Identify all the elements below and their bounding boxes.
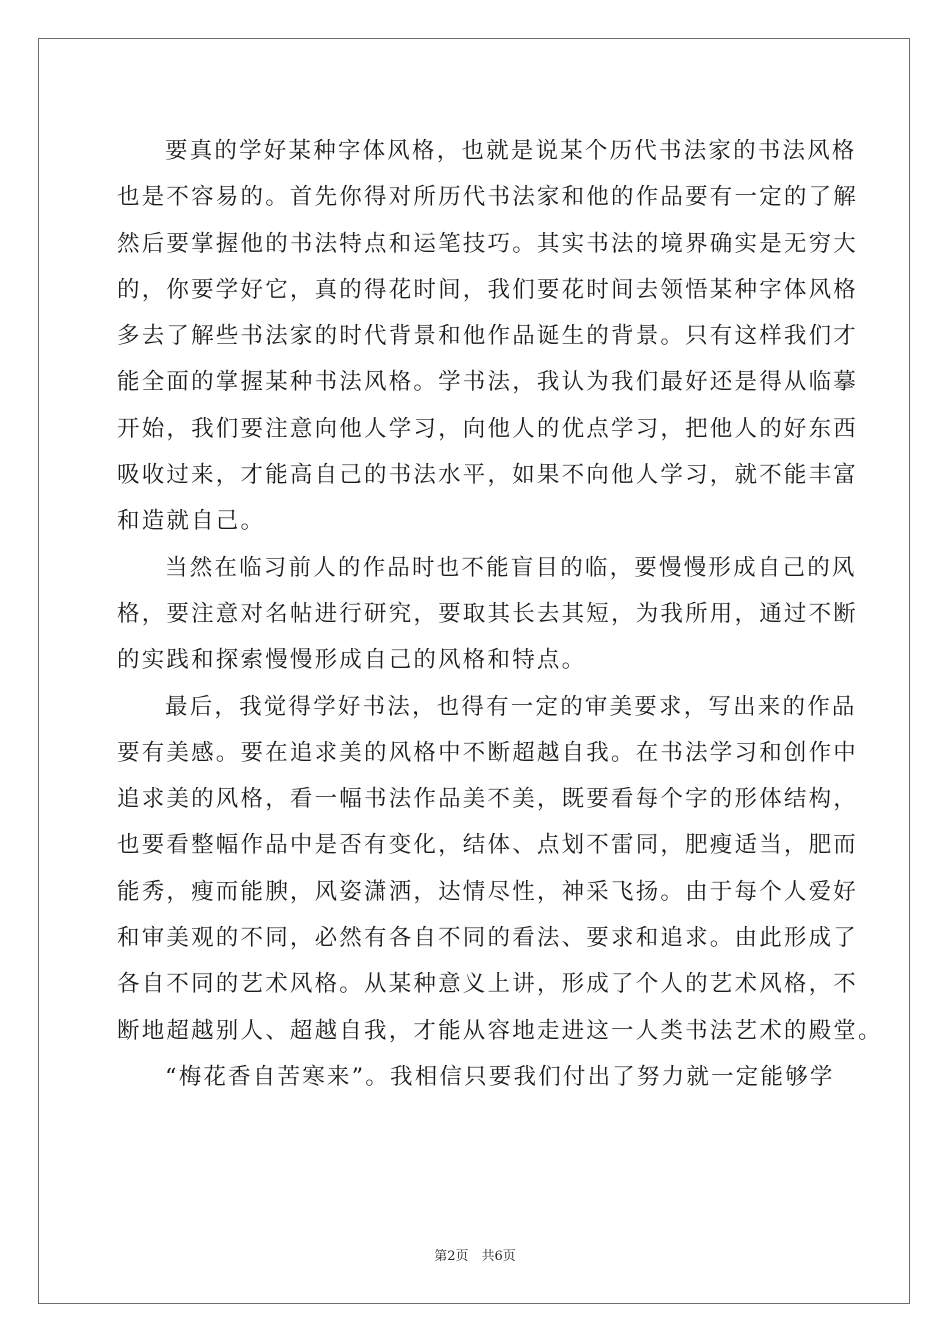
text-line: 和造就自己。 bbox=[117, 508, 266, 535]
page-number-footer: 第2页 共6页 bbox=[434, 1249, 516, 1264]
text-line: 能全面的掌握某种书法风格。学书法，我认为我们最好还是得从临摹 bbox=[117, 369, 859, 396]
text-line: 最后，我觉得学好书法，也得有一定的审美要求，写出来的作品 bbox=[165, 693, 857, 720]
text-line: 吸收过来，才能高自己的书法水平，如果不向他人学习，就不能丰富 bbox=[117, 462, 859, 489]
text-line: “梅花香自苦寒来”。我相信只要我们付出了努力就一定能够学 bbox=[165, 1063, 835, 1090]
text-line: 当然在临习前人的作品时也不能盲目的临，要慢慢形成自己的风 bbox=[165, 554, 857, 581]
text-line: 开始，我们要注意向他人学习，向他人的优点学习，把他人的好东西 bbox=[117, 415, 859, 442]
text-line: 追求美的风格，看一幅书法作品美不美，既要看每个字的形体结构， bbox=[117, 786, 859, 813]
text-line: 能秀，瘦而能腴，风姿潇洒，达情尽性，神采飞扬。由于每个人爱好 bbox=[117, 878, 859, 905]
text-line: 断地超越别人、超越自我，才能从容地走进这一人类书法艺术的殿堂。 bbox=[117, 1017, 883, 1044]
text-line: 格，要注意对名帖进行研究，要取其长去其短，为我所用，通过不断 bbox=[117, 600, 859, 627]
text-line: 和审美观的不同，必然有各自不同的看法、要求和追求。由此形成了 bbox=[117, 925, 859, 952]
text-line: 也要看整幅作品中是否有变化，结体、点划不雷同，肥瘦适当，肥而 bbox=[117, 832, 859, 859]
document-body bbox=[117, 128, 883, 1100]
text-line: 也是不容易的。首先你得对所历代书法家和他的作品要有一定的了解 bbox=[117, 184, 859, 211]
text-line: 的实践和探索慢慢形成自己的风格和特点。 bbox=[117, 647, 587, 674]
text-line: 的，你要学好它，真的得花时间，我们要花时间去领悟某种字体风格 bbox=[117, 276, 859, 303]
text-line: 多去了解些书法家的时代背景和他作品诞生的背景。只有这样我们才 bbox=[117, 323, 859, 350]
text-line: 要真的学好某种字体风格，也就是说某个历代书法家的书法风格 bbox=[165, 138, 857, 164]
text-line: 要有美感。要在追求美的风格中不断超越自我。在书法学习和创作中 bbox=[117, 739, 859, 766]
text-line: 然后要掌握他的书法特点和运笔技巧。其实书法的境界确实是无穷大 bbox=[117, 230, 859, 257]
text-line: 各自不同的艺术风格。从某种意义上讲，形成了个人的艺术风格，不 bbox=[117, 971, 859, 998]
